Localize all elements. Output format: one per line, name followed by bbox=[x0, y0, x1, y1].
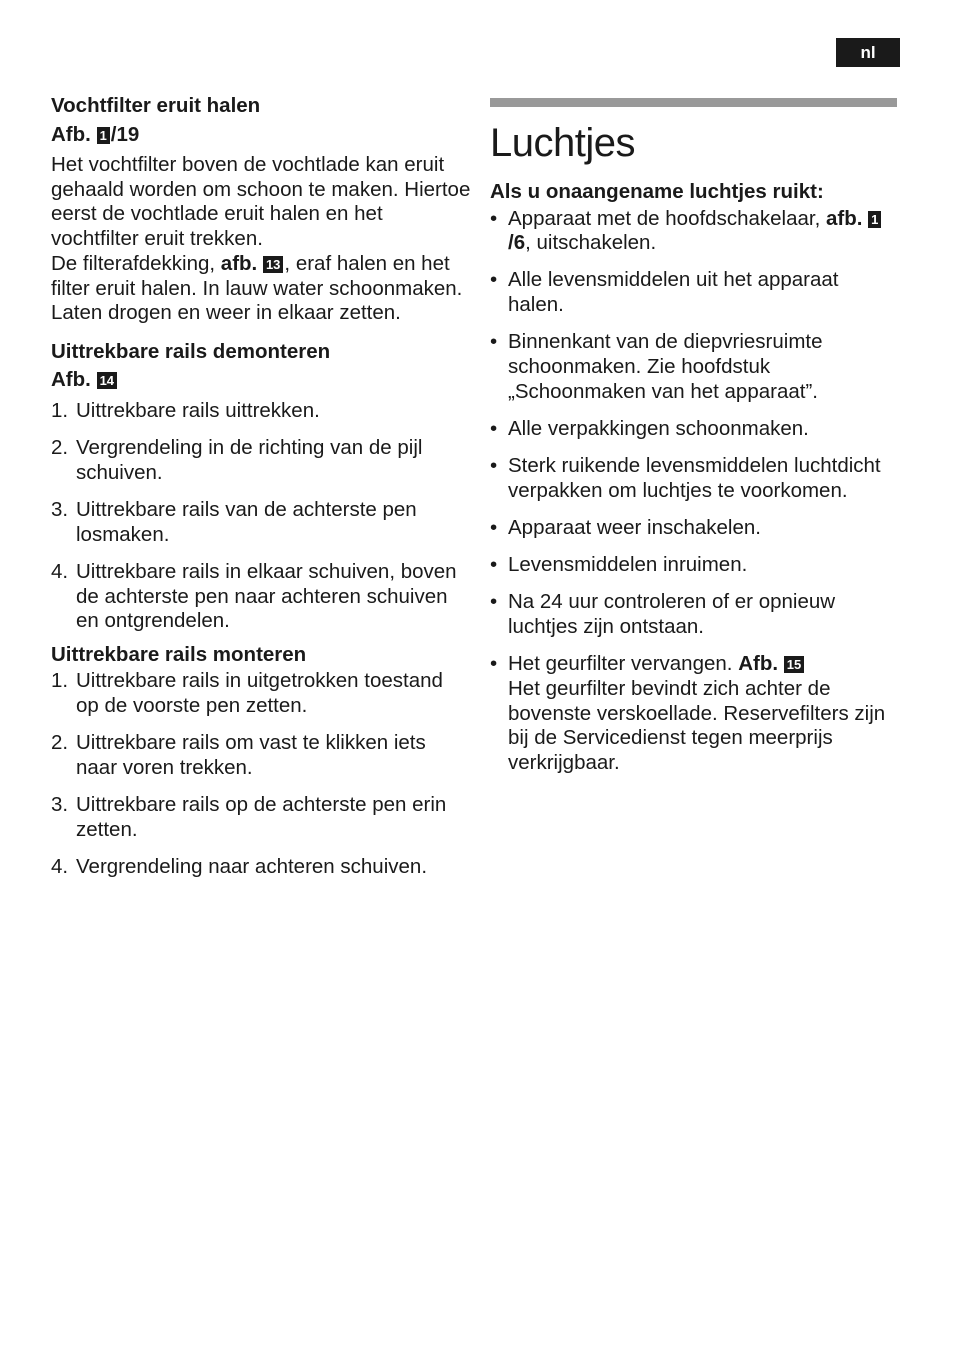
paragraph-text: , eraf halen en het filter eruit halen. In lauw water schoonmaken. Laten drogen en weer in elkaar zetten. bbox=[51, 251, 463, 325]
list-item bbox=[51, 855, 471, 880]
page-title: Luchtjes bbox=[490, 121, 635, 165]
item-text: Alle levensmiddelen uit het apparaat halen. bbox=[508, 268, 839, 317]
list-item bbox=[490, 330, 900, 404]
list-item bbox=[490, 268, 900, 317]
paragraph-vochtfilter-1: Het vochtfilter boven de vochtlade kan eruit gehaald worden om schoon te maken. Hiertoe eerst de vochtlade eruit halen en het vochtfilter eruit trekken. bbox=[51, 153, 471, 251]
bullet: • bbox=[490, 553, 498, 577]
item-text: Na 24 uur controleren of er opnieuw luchtjes zijn ontstaan. bbox=[508, 590, 836, 639]
bullet: • bbox=[490, 652, 498, 676]
list-item bbox=[51, 399, 471, 424]
figure-number-box: 1 bbox=[868, 211, 881, 228]
figure-ref-suffix: /19 bbox=[110, 122, 140, 146]
step-text: Vergrendeling naar achteren schuiven. bbox=[76, 854, 428, 878]
list-item bbox=[51, 498, 471, 547]
step-number: 2. bbox=[51, 436, 69, 460]
list-item bbox=[490, 454, 900, 503]
paragraph-text: De filterafdekking, bbox=[51, 251, 216, 275]
figure-ref-label: Afb. bbox=[51, 368, 91, 392]
heading-monteren: Uittrekbare rails monteren bbox=[51, 642, 307, 666]
figure-ref-label: afb. bbox=[825, 206, 863, 230]
bullet: • bbox=[490, 416, 498, 440]
item-text: , uitschakelen. bbox=[525, 231, 657, 255]
section-vochtfilter bbox=[51, 92, 471, 326]
bullet: • bbox=[490, 330, 498, 354]
list-item bbox=[51, 793, 471, 842]
figure-ref-demonteren bbox=[51, 366, 471, 395]
bullet: • bbox=[490, 590, 498, 614]
bullet: • bbox=[490, 268, 498, 292]
figure-number-box: 13 bbox=[263, 256, 283, 273]
right-column bbox=[490, 92, 900, 788]
luchtjes-list bbox=[490, 207, 900, 776]
list-item bbox=[490, 207, 900, 256]
list-item bbox=[51, 436, 471, 485]
steps-monteren bbox=[51, 669, 471, 879]
step-number: 3. bbox=[51, 498, 69, 522]
list-item bbox=[490, 652, 900, 776]
bullet: • bbox=[490, 516, 498, 540]
bullet: • bbox=[490, 206, 498, 230]
list-item bbox=[490, 590, 900, 639]
section-divider-bar bbox=[490, 98, 897, 107]
section-demonteren bbox=[51, 338, 471, 634]
item-text: Apparaat met de hoofdschakelaar, bbox=[508, 206, 821, 230]
item-text: Alle verpakkingen schoonmaken. bbox=[508, 416, 809, 440]
step-text: Uittrekbare rails van de achterste pen losmaken. bbox=[76, 498, 417, 546]
list-item bbox=[490, 417, 900, 442]
item-text: Binnenkant van de diepvriesruimte schoonmaken. Zie hoofdstuk „Schoonmaken van het apparaat”. bbox=[508, 330, 823, 403]
figure-ref-label: Afb. bbox=[738, 652, 779, 676]
steps-demonteren bbox=[51, 399, 471, 634]
figure-ref-label: afb. bbox=[220, 251, 258, 275]
figure-ref-suffix: /6 bbox=[508, 231, 526, 255]
figure-number-box: 14 bbox=[97, 372, 117, 389]
left-column bbox=[51, 92, 471, 892]
item-text: Apparaat weer inschakelen. bbox=[508, 516, 761, 540]
item-text: Het geurfilter bevindt zich achter de bovenste verskoellade. Reservefilters zijn bij de Servicedienst tegen meerprijs verkrijgbaar. bbox=[508, 677, 886, 775]
section-monteren bbox=[51, 641, 471, 880]
step-number: 2. bbox=[51, 730, 69, 754]
figure-ref-vochtfilter bbox=[51, 121, 471, 150]
step-number: 4. bbox=[51, 854, 69, 878]
heading-vochtfilter: Vochtfilter eruit halen bbox=[51, 94, 261, 117]
list-item bbox=[51, 731, 471, 780]
step-text: Uittrekbare rails om vast te klikken iets naar voren trekken. bbox=[76, 730, 426, 779]
step-text: Vergrendeling in de richting van de pijl schuiven. bbox=[76, 436, 423, 484]
step-text: Uittrekbare rails in uitgetrokken toestand op de voorste pen zetten. bbox=[76, 669, 443, 717]
list-item bbox=[51, 669, 471, 718]
heading-demonteren: Uittrekbare rails demonteren bbox=[51, 339, 331, 363]
step-text: Uittrekbare rails in elkaar schuiven, boven de achterste pen naar achteren schuiven en ontgrendelen. bbox=[76, 559, 457, 633]
subheading-luchtjes: Als u onaangename luchtjes ruikt: bbox=[490, 180, 824, 203]
figure-number-box: 15 bbox=[784, 656, 804, 673]
item-text: Het geurfilter vervangen. bbox=[508, 652, 733, 676]
figure-number-box: 1 bbox=[97, 127, 110, 144]
language-tag: nl bbox=[836, 38, 900, 67]
step-number: 1. bbox=[51, 669, 69, 693]
bullet: • bbox=[490, 454, 498, 478]
step-text: Uittrekbare rails uittrekken. bbox=[76, 398, 320, 422]
step-number: 3. bbox=[51, 792, 69, 816]
list-item bbox=[51, 560, 471, 634]
step-number: 4. bbox=[51, 559, 69, 583]
list-item bbox=[490, 553, 900, 578]
list-item bbox=[490, 516, 900, 541]
step-text: Uittrekbare rails op de achterste pen erin zetten. bbox=[76, 792, 447, 841]
paragraph-vochtfilter-2 bbox=[51, 252, 471, 326]
step-number: 1. bbox=[51, 398, 69, 422]
figure-ref-label: Afb. bbox=[51, 122, 91, 146]
item-text: Levensmiddelen inruimen. bbox=[508, 553, 748, 577]
item-text: Sterk ruikende levensmiddelen luchtdicht verpakken om luchtjes te voorkomen. bbox=[508, 454, 881, 502]
